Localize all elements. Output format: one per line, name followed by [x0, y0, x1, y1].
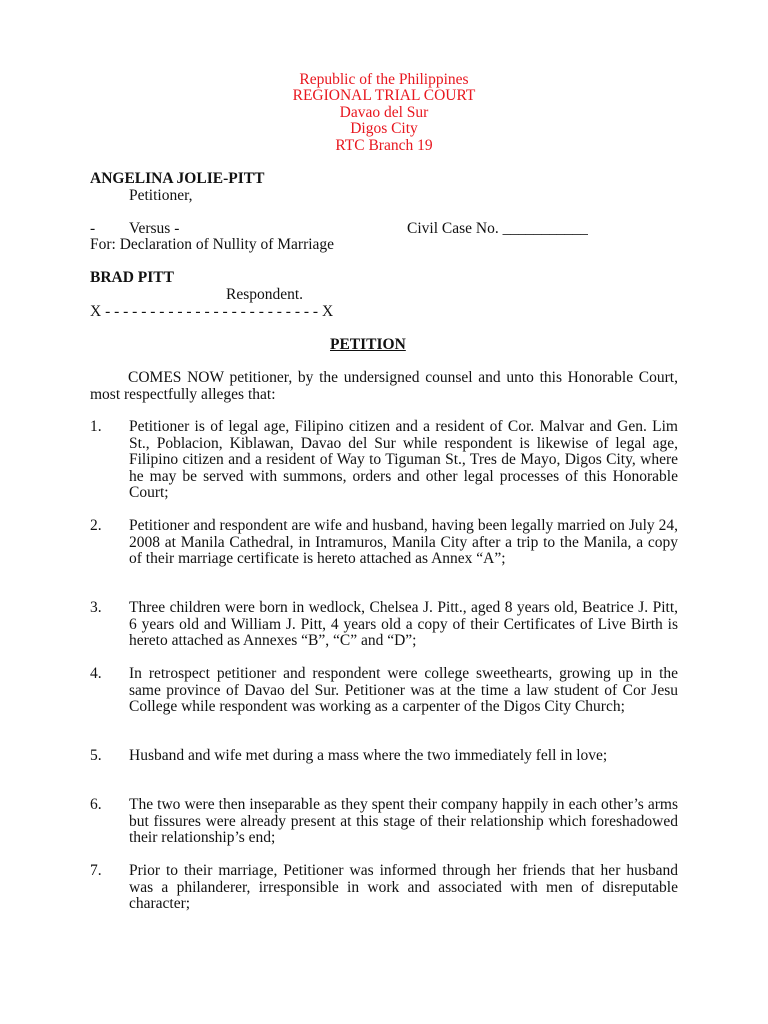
- header-line-2: REGIONAL TRIAL COURT: [292, 87, 476, 105]
- respondent-name: BRAD PITT: [90, 269, 174, 286]
- paragraph-text: Petitioner is of legal age, Filipino citizen and a resident of Cor. Malvar and Gen. Lim St., Poblacion, Kiblawan, Davao del Sur while respondent is likewise of legal age, Filipino citizen and a resident of Way to Tiguman St., Tres de Mayo, Digos City, where he may be served with summons, orders and other legal processes of this Honorable Court;: [129, 418, 678, 501]
- paragraph-text: In retrospect petitioner and respondent were college sweethearts, growing up in the same province of Davao del Sur. Petitioner was at the time a law student of Cor Jesu College while respondent was working as a carpenter of the Digos City Church;: [129, 665, 678, 715]
- paragraph-number: 3.: [90, 599, 102, 616]
- paragraph-number: 4.: [90, 665, 102, 682]
- versus-dash: -: [90, 220, 96, 237]
- paragraph-text: The two were then inseparable as they spent their company happily in each other’s arms but fissures were already present at this stage of their relationship which foreshadowed their relationship’s end;: [129, 796, 678, 846]
- caption-separator: X - - - - - - - - - - - - - - - - - - - - - - - - X: [90, 303, 334, 320]
- header-line-3: Davao del Sur: [339, 103, 429, 121]
- document-title: PETITION: [330, 336, 406, 353]
- header-line-5: RTC Branch 19: [335, 136, 433, 154]
- paragraph-text: Petitioner and respondent are wife and husband, having been legally married on July 24, 2008 at Manila Cathedral, in Intramuros, Manila City after a trip to the Manila, a copy of their marriage certificate is hereto attached as Annex “A”;: [129, 517, 678, 567]
- case-nature: For: Declaration of Nullity of Marriage: [90, 236, 335, 253]
- header-line-1: Republic of the Philippines: [299, 71, 469, 88]
- court-header: [0, 72, 768, 154]
- header-line-4: Digos City: [350, 120, 418, 138]
- respondent-role: Respondent.: [226, 286, 304, 303]
- paragraph-text: Prior to their marriage, Petitioner was informed through her friends that her husband was a philanderer, irresponsible in work and associated with men of disreputable character;: [129, 862, 678, 912]
- paragraph-text: Husband and wife met during a mass where the two immediately fell in love;: [129, 747, 608, 764]
- paragraph-number: 6.: [90, 796, 102, 813]
- petitioner-name: ANGELINA JOLIE-PITT: [90, 170, 265, 187]
- paragraph-text: Three children were born in wedlock, Chelsea J. Pitt., aged 8 years old, Beatrice J. Pitt, 6 years old and William J. Pitt, 4 years old a copy of their Certificates of Live Birth is hereto attached as Annexes “B”, “C” and “D”;: [129, 599, 678, 649]
- versus-label: Versus -: [129, 220, 180, 237]
- intro-paragraph: COMES NOW petitioner, by the undersigned counsel and unto this Honorable Court, most respectfully alleges that:: [90, 369, 678, 403]
- paragraph-number: 2.: [90, 517, 102, 534]
- civil-case-number: Civil Case No. ___________: [407, 220, 588, 237]
- paragraph-number: 1.: [90, 418, 102, 435]
- petitioner-role: Petitioner,: [129, 187, 193, 204]
- paragraph-number: 7.: [90, 862, 102, 879]
- paragraph-number: 5.: [90, 747, 102, 764]
